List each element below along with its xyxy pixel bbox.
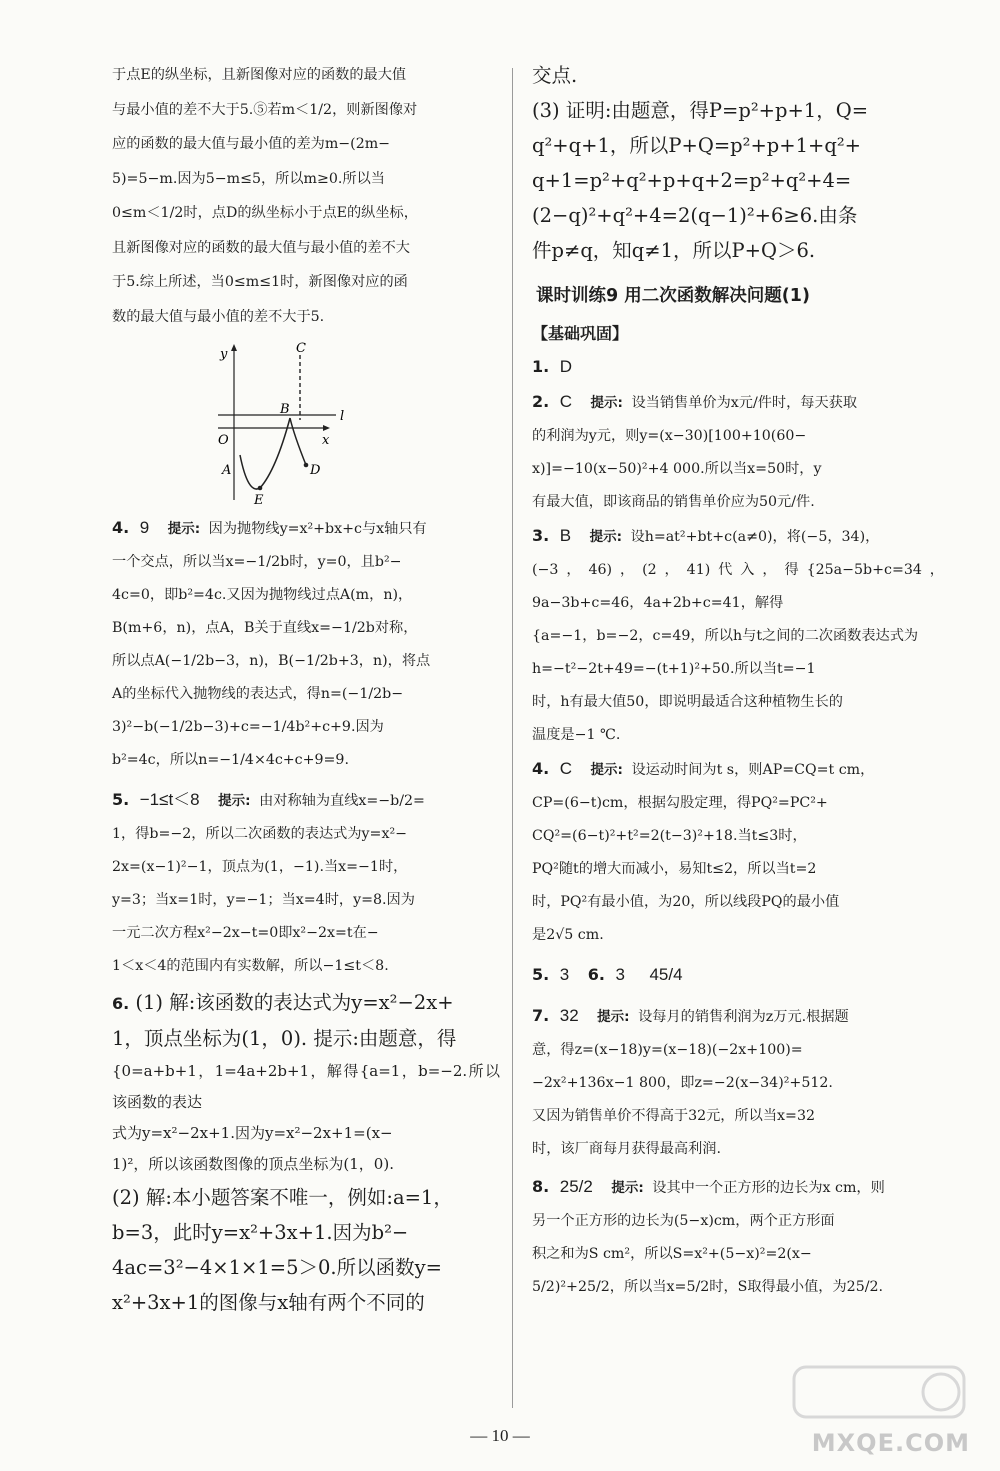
- text-line: 设当销售单价为x元/件时，每天获取: [631, 395, 858, 411]
- answer: 32: [559, 1006, 579, 1025]
- parabola-left-curve: [240, 418, 290, 489]
- text-line: 设每月的销售利润为z万元.根据题: [638, 1009, 849, 1025]
- label-y: y: [220, 347, 228, 362]
- text-line: 1，得b=−2，所以二次函数的表达式为y=x²−: [112, 826, 408, 842]
- question-8: [532, 1170, 944, 1304]
- question-number: 7.: [532, 1006, 550, 1025]
- text-line: 于5.综上所述，当0≤m≤1时，新图像对应的函: [112, 274, 408, 290]
- label-b: B: [280, 402, 290, 417]
- question-first-line: [532, 752, 944, 787]
- text-line: 又因为销售单价不得高于32元，所以当x=32: [532, 1108, 815, 1124]
- column-divider: [512, 68, 513, 1408]
- text-line: 交点.: [532, 64, 578, 87]
- text-line: q+1=p²+q²+p+q+2=p²+q²+4=: [532, 169, 852, 192]
- question-number: 8.: [532, 1177, 550, 1196]
- text-line: q²+q+1，所以P+Q=p²+p+1+q²+: [532, 134, 861, 157]
- text-line: 4ac=3²−4×1×1=5＞0.所以函数y=: [112, 1256, 442, 1279]
- text-line: 且新图像对应的函数的最大值与最小值的差不大: [112, 239, 410, 256]
- question-number: 1.: [532, 357, 550, 376]
- text-line: 的利润为y元，则y=(x−30)[100+10(60−: [532, 428, 807, 444]
- hint-label: 提示:: [218, 793, 251, 809]
- answer: B: [559, 526, 572, 545]
- text-line: CP=(6−t)cm，根据勾股定理，得PQ²=PC²+: [532, 795, 828, 811]
- text-line: 于点E的纵坐标，且新图像对应的函数的最大值: [112, 67, 407, 83]
- text-line: (1) 解:该函数的表达式为y=x²−2x+: [135, 991, 454, 1014]
- text-line: 0≤m＜1/2时，点D的纵坐标小于点E的纵坐标，: [112, 205, 418, 221]
- text-line: 由对称轴为直线x=−b/2=: [259, 793, 425, 809]
- text-line: (3) 证明:由题意，得P=p²+p+1，Q=: [532, 99, 869, 122]
- question-first-line: [532, 519, 944, 554]
- question-number: 4.: [532, 759, 550, 778]
- question-2: [532, 385, 944, 519]
- point-e: [258, 486, 263, 491]
- text-line: 另一个正方形的边长为(5−x)cm，两个正方形面: [532, 1213, 835, 1229]
- answer: C: [559, 392, 573, 411]
- text-line: 设其中一个正方形的边长为x cm，则: [652, 1180, 885, 1196]
- hint-label: 提示:: [589, 529, 622, 545]
- question-number: 2.: [532, 392, 550, 411]
- text-line: 时，h有最大值50，即说明最适合这种植物生长的: [532, 694, 843, 710]
- question-7: [532, 999, 944, 1166]
- text-line: A的坐标代入抛物线的表达式，得n=(−1/2b−: [112, 686, 404, 702]
- text-line: 时，PQ²有最小值，为20，所以线段PQ的最小值: [532, 894, 840, 910]
- text-line: 4c=0，即b²=4c.又因为抛物线过点A(m，n)，: [112, 587, 413, 603]
- parabola-right-curve: [290, 418, 306, 465]
- text-line: 1＜x＜4的范围内有实数解，所以−1≤t＜8.: [112, 958, 389, 974]
- question-number: 3.: [532, 526, 550, 545]
- text-line: b²=4c，所以n=−1/4×4c+c+9=9.: [112, 752, 349, 768]
- text-line: 温度是−1 ℃.: [532, 727, 621, 743]
- question-number: 4.: [112, 518, 130, 537]
- label-l: l: [340, 409, 345, 424]
- continued-solution: [112, 58, 500, 334]
- text-line: x)]=−10(x−50)²+4 000.所以当x=50时，y: [532, 461, 822, 477]
- text-line: 1，顶点坐标为(1，0). 提示:由题意，得: [112, 1027, 457, 1050]
- question-first-line: [112, 511, 500, 546]
- text-line: 数的最大值与最小值的差不大于5.: [112, 308, 325, 325]
- question-number: 5.: [112, 790, 130, 809]
- question-4: [112, 511, 500, 777]
- page-number: — 10 —: [470, 1426, 530, 1445]
- answer: C: [559, 759, 573, 778]
- text-line: 件p≠q，知q≠1，所以P+Q＞6.: [532, 239, 816, 262]
- text-line: (−3，46)，(2，41)代入，得{25a−5b+c=34，9a−3b+c=46，4a+2b+c=41，解得: [532, 562, 944, 611]
- question-first-line: [112, 783, 500, 818]
- x-axis-arrow: [323, 425, 330, 431]
- hint-label: 提示:: [611, 1180, 644, 1196]
- text-line: 时，该厂商每月获得最高利润.: [532, 1141, 721, 1157]
- text-line: 有最大值，即该商品的销售单价应为50元/件.: [532, 494, 815, 510]
- right-column: [532, 58, 944, 1304]
- text-line: (2−q)²+q²+4=2(q−1)²+6≥6.由条: [532, 204, 858, 227]
- text-line: PQ²随t的增大而减小，易知t≤2，所以当t=2: [532, 861, 817, 877]
- question-first-line: [532, 385, 944, 420]
- text-line: 2x=(x−1)²−1，顶点为(1，−1).当x=−1时，: [112, 859, 408, 875]
- text-line: 1)²，所以该函数图像的顶点坐标为(1，0).: [112, 1155, 394, 1173]
- text-line: {0=a+b+1，1=4a+2b+1，解得{a=1，b=−2.所以该函数的表达: [112, 1062, 500, 1111]
- answer: 3: [559, 965, 570, 984]
- hint-label: 提示:: [167, 521, 201, 537]
- answer: D: [559, 357, 573, 376]
- label-x: x: [322, 433, 330, 448]
- question-first-line: [532, 1170, 944, 1205]
- question-number: 5.: [532, 965, 550, 984]
- hint-label: 提示:: [590, 395, 623, 411]
- answer: 3: [615, 965, 625, 984]
- text-line: (2) 解:本小题答案不唯一，例如:a=1，: [112, 1186, 453, 1209]
- answer: 9: [139, 518, 150, 537]
- y-axis-arrow: [231, 344, 237, 351]
- question-5: [112, 783, 500, 983]
- subsection-title: 【基础巩固】: [532, 324, 629, 343]
- text-line: CQ²=(6−t)²+t²=2(t−3)²+18.当t≤3时，: [532, 828, 807, 844]
- text-line: 5/2)²+25/2，所以当x=5/2时，S取得最小值，为25/2.: [532, 1279, 884, 1295]
- point-d: [304, 463, 309, 468]
- label-o: O: [218, 433, 229, 448]
- text-line: 应的函数的最大值与最小值的差为m−(2m−: [112, 136, 391, 152]
- text-line: 设h=at²+bt+c(a≠0)，将(−5，34)，: [630, 529, 880, 545]
- question-number: 6.: [112, 994, 130, 1013]
- text-line: −2x²+136x−1 800，即z=−2(x−34)²+512.: [532, 1075, 833, 1091]
- question-4: [532, 752, 944, 952]
- text-line: 意，得z=(x−18)y=(x−18)(−2x+100)=: [532, 1042, 803, 1058]
- text-line: 因为抛物线y=x²+bx+c与x轴只有: [208, 521, 427, 537]
- parabola-graph: [218, 340, 358, 505]
- left-column: [112, 58, 500, 1320]
- text-line: 积之和为S cm²，所以S=x²+(5−x)²=2(x−: [532, 1246, 812, 1262]
- text-line: 5)=5−m.因为5−m≤5，所以m≥0.所以当: [112, 170, 385, 187]
- hint-label: 提示:: [590, 762, 623, 778]
- question-5-6: [532, 958, 944, 993]
- text-line: 式为y=x²−2x+1.因为y=x²−2x+1=(x−: [112, 1124, 393, 1142]
- label-a: A: [222, 463, 232, 478]
- text-line: h=−t²−2t+49=−(t+1)²+50.所以当t=−1: [532, 661, 816, 677]
- label-d: D: [310, 463, 321, 478]
- answer: 25/2: [559, 1177, 593, 1196]
- hint-label: 提示:: [597, 1009, 630, 1025]
- text-line: 一个交点，所以当x=−1/2b时，y=0，且b²−: [112, 554, 402, 570]
- text-line: x²+3x+1的图像与x轴有两个不同的: [112, 1291, 425, 1314]
- text-line: b=3，此时y=x²+3x+1.因为b²−: [112, 1221, 409, 1244]
- text-line: 设运动时间为t s，则AP=CQ=t cm，: [631, 762, 875, 778]
- question-1: [532, 350, 944, 385]
- text-line: 是2√5 cm.: [532, 927, 604, 943]
- question-number: 6.: [587, 965, 605, 984]
- text-line: 所以点A(−1/2b−3，n)，B(−1/2b+3，n)，将点: [112, 653, 431, 669]
- text-line: 与最小值的差不大于5.⑤若m＜1/2，则新图像对: [112, 101, 418, 118]
- watermark-text: MXQE.COM: [811, 1429, 970, 1457]
- text-line: {a=−1，b=−2，c=49，所以h与t之间的二次函数表达式为: [532, 628, 919, 644]
- text-line: 一元二次方程x²−2x−t=0即x²−2x=t在−: [112, 925, 379, 941]
- label-c: C: [296, 341, 306, 356]
- text-line: B(m+6，n)，点A，B关于直线x=−1/2b对称，: [112, 620, 418, 636]
- text-line: y=3；当x=1时，y=−1；当x=4时，y=8.因为: [112, 892, 415, 908]
- question-first-line: [532, 999, 944, 1034]
- question-first-line: [112, 985, 500, 1021]
- section-title: 课时训练9 用二次函数解决问题(1): [536, 286, 810, 306]
- answer-fraction: 45/4: [649, 965, 683, 984]
- answer: −1≤t＜8: [139, 790, 200, 809]
- question-3: [532, 519, 944, 752]
- continued-proof: [532, 58, 944, 268]
- text-line: 3)²−b(−1/2b−3)+c=−1/4b²+c+9.因为: [112, 719, 384, 735]
- label-e: E: [254, 493, 264, 505]
- question-6: [112, 985, 500, 1320]
